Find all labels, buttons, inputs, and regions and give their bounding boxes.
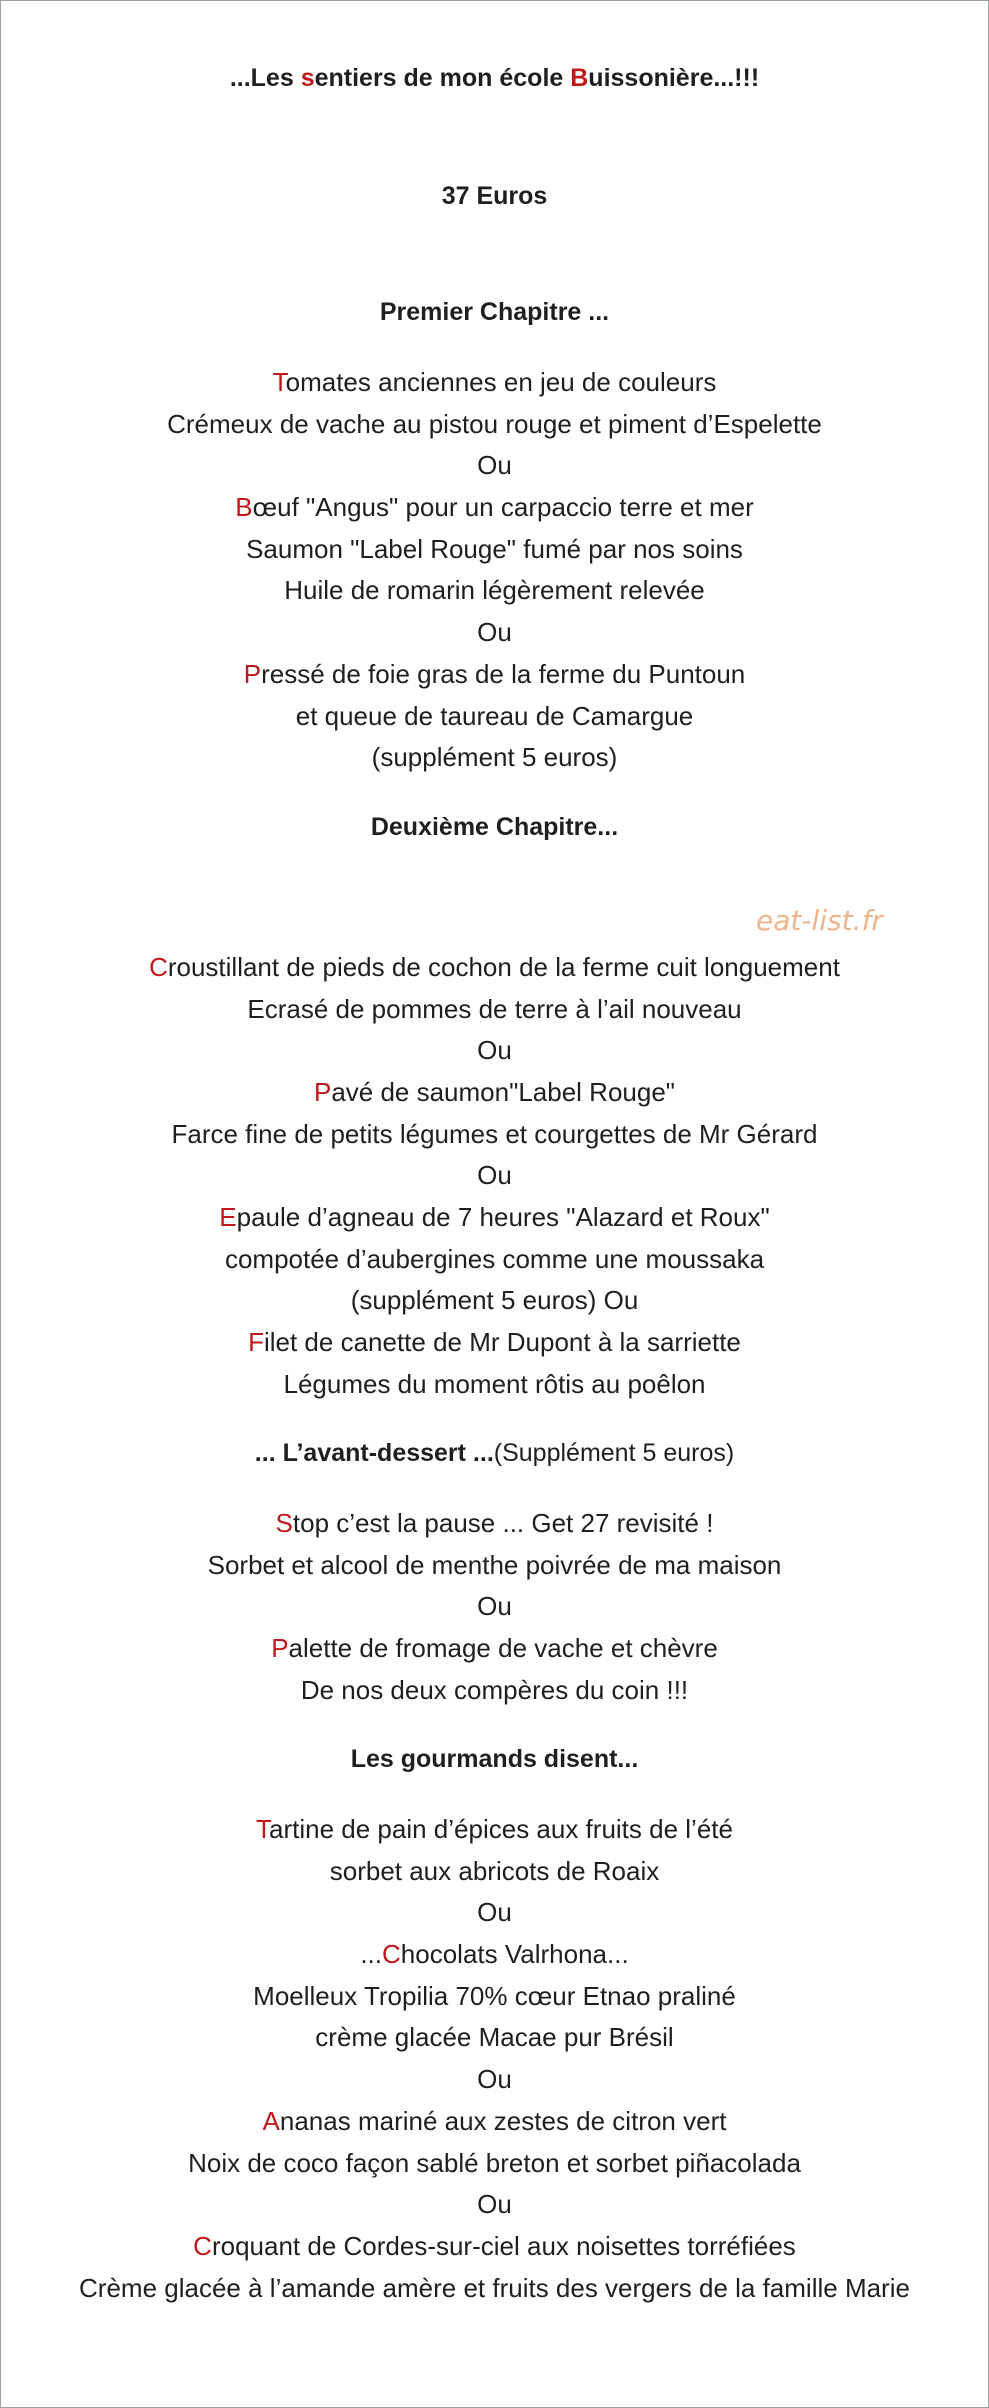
dessert-line: Crème glacée à l’amande amère et fruits des vergers de la famille Marie (79, 2273, 910, 2303)
chapter2-or: Ou (477, 1160, 512, 1190)
dessert-line: Noix de coco façon sablé breton et sorbet piñacolada (188, 2148, 801, 2178)
chapter1-heading: Premier Chapitre ... (379, 298, 610, 326)
menu-title: ...Les sentiers de mon école Buissonière...!!! (229, 64, 760, 92)
chapter2-item: Filet de canette de Mr Dupont à la sarriette (248, 1327, 741, 1357)
avant-dessert-line: De nos deux compères du coin !!! (300, 1675, 689, 1705)
chapter2-line: (supplément 5 euros) Ou (350, 1285, 639, 1315)
chapter2-heading: Deuxième Chapitre... (370, 813, 619, 841)
dessert-or: Ou (477, 2064, 512, 2094)
chapter1-line: Crémeux de vache au pistou rouge et piment d’Espelette (167, 409, 822, 439)
chapter2-line: Légumes du moment rôtis au poêlon (283, 1369, 706, 1399)
chapter1-line: (supplément 5 euros) (371, 742, 618, 772)
dessert-item: Croquant de Cordes-sur-ciel aux noisettes torréfiées (193, 2231, 796, 2261)
avant-dessert-heading: ... L’avant-dessert ...(Supplément 5 euros) (254, 1439, 735, 1467)
chapter2-item: Croustillant de pieds de cochon de la ferme cuit longuement (149, 952, 840, 982)
avant-dessert-item: Palette de fromage de vache et chèvre (271, 1633, 718, 1663)
chapter1-item: Pressé de foie gras de la ferme du Puntoun (243, 659, 746, 689)
chapter1-line: Huile de romarin légèrement relevée (284, 575, 705, 605)
chapter1-line: et queue de taureau de Camargue (295, 701, 694, 731)
chapter1-item: Bœuf "Angus" pour un carpaccio terre et mer (235, 492, 754, 522)
menu-price: 37 Euros (441, 182, 548, 210)
chapter1-or: Ou (477, 450, 512, 480)
avant-dessert-supplement: (Supplément 5 euros) (493, 1439, 735, 1467)
dessert-or: Ou (477, 1897, 512, 1927)
avant-dessert-or: Ou (477, 1591, 512, 1621)
dessert-line: sorbet aux abricots de Roaix (329, 1856, 660, 1886)
chapter1-item: Tomates anciennes en jeu de couleurs (272, 367, 717, 397)
avant-dessert-item: Stop c’est la pause ... Get 27 revisité ! (275, 1508, 714, 1538)
dessert-item: Ananas mariné aux zestes de citron vert (262, 2106, 727, 2136)
chapter2-line: Ecrasé de pommes de terre à l’ail nouveau (247, 994, 742, 1024)
dessert-item: ...Chocolats Valrhona... (360, 1939, 629, 1969)
watermark-text: eat-list.fr (756, 904, 883, 937)
chapter2-item: Pavé de saumon"Label Rouge" (313, 1077, 676, 1107)
chapter2-line: Farce fine de petits légumes et courgettes de Mr Gérard (171, 1119, 818, 1149)
dessert-or: Ou (477, 2189, 512, 2219)
chapter2-or: Ou (477, 1035, 512, 1065)
chapter2-item: Epaule d’agneau de 7 heures "Alazard et Roux" (219, 1202, 770, 1232)
dessert-line: Moelleux Tropilia 70% cœur Etnao praliné (253, 1981, 736, 2011)
chapter1-line: Saumon "Label Rouge" fumé par nos soins (246, 534, 743, 564)
chapter2-line: compotée d’aubergines comme une moussaka (224, 1244, 765, 1274)
avant-dessert-line: Sorbet et alcool de menthe poivrée de ma maison (207, 1550, 782, 1580)
chapter1-or: Ou (477, 617, 512, 647)
desserts-heading: Les gourmands disent... (350, 1745, 639, 1773)
dessert-line: crème glacée Macae pur Brésil (315, 2022, 674, 2052)
dessert-item: Tartine de pain d’épices aux fruits de l’été (256, 1814, 733, 1844)
